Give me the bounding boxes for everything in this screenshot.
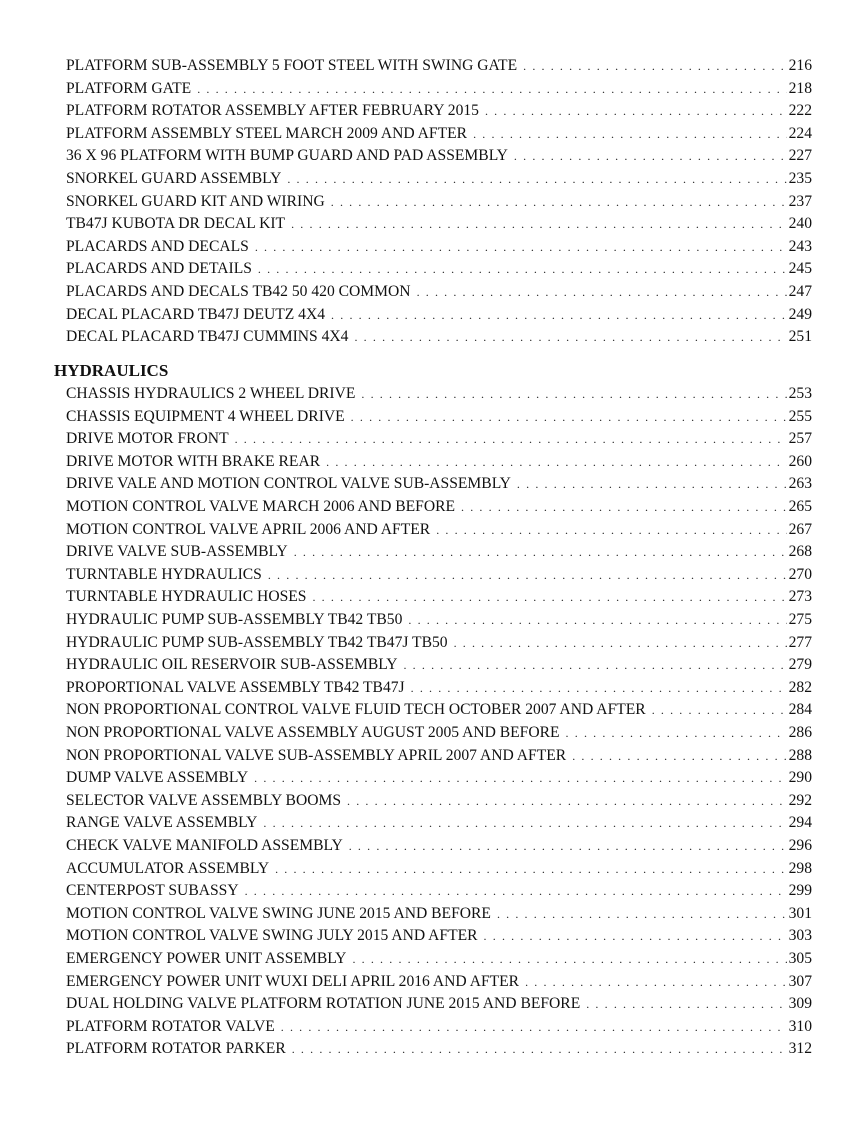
toc-entry-title: DECAL PLACARD TB47J DEUTZ 4X4 xyxy=(66,305,326,323)
toc-entry-page-number: 218 xyxy=(788,79,812,97)
toc-entry-title: HYDRAULIC OIL RESERVOIR SUB-ASSEMBLY xyxy=(66,656,398,674)
toc-entry-title: MOTION CONTROL VALVE MARCH 2006 AND BEFORE xyxy=(66,498,456,515)
toc-entry[interactable] xyxy=(66,101,812,121)
toc-entry[interactable] xyxy=(66,791,812,811)
dot-leader xyxy=(473,124,787,144)
toc-entry-title: PROPORTIONAL VALVE ASSEMBLY TB42 TB47J xyxy=(66,678,405,696)
toc-entry[interactable] xyxy=(66,813,812,833)
dot-leader xyxy=(497,904,787,924)
toc-entry-page-number: 273 xyxy=(788,588,812,606)
toc-entry-page-number: 305 xyxy=(788,950,812,967)
toc-entry-title: PLACARDS AND DETAILS xyxy=(66,260,252,278)
toc-entry[interactable] xyxy=(66,678,812,698)
toc-entry-title: RANGE VALVE ASSEMBLY xyxy=(66,814,258,832)
toc-entry-page-number: 222 xyxy=(788,102,812,120)
toc-entry-page-number: 292 xyxy=(788,791,812,809)
toc-entry[interactable] xyxy=(66,56,812,76)
dot-leader xyxy=(461,497,787,517)
toc-entry[interactable] xyxy=(66,655,812,675)
dot-leader xyxy=(454,633,787,653)
toc-entry[interactable] xyxy=(66,1017,812,1037)
toc-entry-page-number: 247 xyxy=(788,283,812,300)
dot-leader xyxy=(331,192,787,212)
toc-entry-page-number: 282 xyxy=(788,678,812,696)
toc-entry-title: SNORKEL GUARD KIT AND WIRING xyxy=(66,192,325,210)
toc-entry[interactable] xyxy=(66,124,812,144)
toc-entry-title: EMERGENCY POWER UNIT WUXI DELI APRIL 2016 AND AFTER xyxy=(66,972,520,990)
toc-entry[interactable] xyxy=(66,305,812,325)
dot-leader xyxy=(525,972,787,992)
dot-leader xyxy=(411,678,787,698)
dot-leader xyxy=(312,587,786,607)
dot-leader xyxy=(287,169,786,189)
dot-leader xyxy=(347,791,787,811)
toc-entry-title: MOTION CONTROL VALVE SWING JUNE 2015 AND BEFORE xyxy=(66,904,491,922)
dot-leader xyxy=(523,56,786,76)
toc-entry[interactable] xyxy=(66,859,812,879)
toc-entry-page-number: 235 xyxy=(788,170,812,187)
toc-entry-title: DUAL HOLDING VALVE PLATFORM ROTATION JUNE 2015 AND BEFORE xyxy=(66,995,581,1013)
toc-entry-title: DRIVE MOTOR WITH BRAKE REAR xyxy=(66,452,321,470)
dot-leader xyxy=(268,565,787,585)
dot-leader xyxy=(291,214,787,234)
toc-entry[interactable] xyxy=(66,282,812,302)
toc-entry-page-number: 296 xyxy=(788,837,812,854)
dot-leader xyxy=(484,926,787,946)
toc-entry-page-number: 227 xyxy=(788,147,812,165)
toc-entry[interactable] xyxy=(66,79,812,99)
dot-leader xyxy=(292,1039,787,1059)
dot-leader xyxy=(572,746,786,766)
dot-leader xyxy=(331,305,787,325)
toc-entry[interactable] xyxy=(66,587,812,607)
toc-entry[interactable] xyxy=(66,452,812,472)
dot-leader xyxy=(514,146,787,166)
toc-entry-page-number: 279 xyxy=(788,656,812,674)
toc-entry-page-number: 275 xyxy=(788,611,812,628)
dot-leader xyxy=(245,881,787,901)
dot-leader xyxy=(417,282,787,302)
toc-entry-title: DRIVE MOTOR FRONT xyxy=(66,430,229,448)
toc-entry-title: NON PROPORTIONAL VALVE SUB-ASSEMBLY APRIL 2007 AND AFTER xyxy=(66,746,567,764)
dot-leader xyxy=(255,237,787,257)
dot-leader xyxy=(485,101,787,121)
toc-entry-title: PLATFORM GATE xyxy=(66,79,192,97)
toc-entry-page-number: 257 xyxy=(788,430,812,448)
dot-leader xyxy=(294,542,787,562)
toc-entry-title: HYDRAULIC PUMP SUB-ASSEMBLY TB42 TB47J TB50 xyxy=(66,633,448,651)
toc-entry[interactable] xyxy=(66,1039,812,1059)
toc-entry-page-number: 251 xyxy=(788,328,812,346)
toc-entry-page-number: 307 xyxy=(788,972,812,990)
toc-entry[interactable] xyxy=(66,497,812,517)
toc-entry-page-number: 216 xyxy=(788,57,812,74)
toc-entry-page-number: 294 xyxy=(788,814,812,832)
toc-entry-page-number: 309 xyxy=(788,995,812,1013)
dot-leader xyxy=(351,407,787,427)
dot-leader xyxy=(361,384,786,404)
toc-entry-title: TURNTABLE HYDRAULICS xyxy=(66,565,262,583)
toc-entry-page-number: 263 xyxy=(788,475,812,493)
toc-entry-title: PLACARDS AND DECALS xyxy=(66,237,249,255)
toc-entry[interactable] xyxy=(66,520,812,540)
toc-entry[interactable] xyxy=(66,723,812,743)
toc-entry-page-number: 299 xyxy=(788,882,812,900)
toc-entry[interactable] xyxy=(66,146,812,166)
dot-leader xyxy=(263,813,786,833)
toc-entry-title: MOTION CONTROL VALVE SWING JULY 2015 AND AFTER xyxy=(66,927,478,945)
dot-leader xyxy=(235,429,787,449)
toc-entry-page-number: 301 xyxy=(788,904,812,922)
toc-entry[interactable] xyxy=(66,836,812,856)
toc-entry-title: TB47J KUBOTA DR DECAL KIT xyxy=(66,215,286,233)
toc-entry-title: DRIVE VALE AND MOTION CONTROL VALVE SUB-ASSEMBLY xyxy=(66,475,511,493)
toc-entry[interactable] xyxy=(66,237,812,257)
toc-entry-title: DRIVE VALVE SUB-ASSEMBLY xyxy=(66,543,288,561)
toc-entry-title: 36 X 96 PLATFORM WITH BUMP GUARD AND PAD ASSEMBLY xyxy=(66,147,508,165)
toc-entry[interactable] xyxy=(66,881,812,901)
toc-entry-title: CHECK VALVE MANIFOLD ASSEMBLY xyxy=(66,837,343,854)
toc-entry[interactable] xyxy=(66,746,812,766)
toc-entry-page-number: 255 xyxy=(788,407,812,425)
toc-entry-page-number: 284 xyxy=(788,701,812,719)
toc-entry-page-number: 249 xyxy=(788,305,812,323)
toc-entry-page-number: 290 xyxy=(788,769,812,787)
toc-entry-page-number: 260 xyxy=(788,452,812,470)
toc-entry-title: PLATFORM ROTATOR PARKER xyxy=(66,1040,286,1058)
toc-entry-title: DECAL PLACARD TB47J CUMMINS 4X4 xyxy=(66,328,349,346)
toc-entry-page-number: 288 xyxy=(788,746,812,764)
toc-entry-title: CHASSIS HYDRAULICS 2 WHEEL DRIVE xyxy=(66,385,356,402)
toc-entry-title: PLATFORM ROTATOR ASSEMBLY AFTER FEBRUARY 2015 xyxy=(66,102,479,120)
toc-entry[interactable] xyxy=(66,214,812,234)
dot-leader xyxy=(258,259,787,279)
toc-entry-title: ACCUMULATOR ASSEMBLY xyxy=(66,859,270,877)
toc-entry[interactable] xyxy=(66,259,812,279)
toc-entry-page-number: 286 xyxy=(788,724,812,741)
toc-entry-page-number: 253 xyxy=(788,385,812,402)
dot-leader xyxy=(652,700,787,720)
toc-entry[interactable] xyxy=(66,327,812,347)
toc-entry-page-number: 245 xyxy=(788,260,812,278)
toc-entry[interactable] xyxy=(66,407,812,427)
toc-entry[interactable] xyxy=(66,949,812,969)
section-heading-hydraulics: HYDRAULICS xyxy=(54,361,169,380)
toc-entry-title: NON PROPORTIONAL VALVE ASSEMBLY AUGUST 2005 AND BEFORE xyxy=(66,724,560,741)
dot-leader xyxy=(326,452,786,472)
toc-entry-title: EMERGENCY POWER UNIT ASSEMBLY xyxy=(66,950,347,967)
dot-leader xyxy=(352,949,786,969)
toc-entry-title: SELECTOR VALVE ASSEMBLY BOOMS xyxy=(66,791,342,809)
toc-entry-title: PLATFORM ASSEMBLY STEEL MARCH 2009 AND AFTER xyxy=(66,124,468,142)
dot-leader xyxy=(281,1017,787,1037)
dot-leader xyxy=(354,327,786,347)
toc-entry-page-number: 243 xyxy=(788,237,812,255)
toc-entry-page-number: 268 xyxy=(788,543,812,561)
toc-entry-page-number: 237 xyxy=(788,192,812,210)
dot-leader xyxy=(275,859,787,879)
toc-entry[interactable] xyxy=(66,633,812,653)
toc-entry-title: PLATFORM ROTATOR VALVE xyxy=(66,1017,275,1035)
toc-entry[interactable] xyxy=(66,972,812,992)
toc-entry-page-number: 298 xyxy=(788,859,812,877)
toc-entry-page-number: 267 xyxy=(788,520,812,538)
dot-leader xyxy=(408,610,786,630)
toc-entry[interactable] xyxy=(66,384,812,404)
dot-leader xyxy=(349,836,787,856)
toc-entry-page-number: 303 xyxy=(788,927,812,945)
toc-entry[interactable] xyxy=(66,565,812,585)
toc-entry-page-number: 265 xyxy=(788,498,812,515)
toc-entry-title: CHASSIS EQUIPMENT 4 WHEEL DRIVE xyxy=(66,407,345,425)
toc-entry-page-number: 277 xyxy=(788,633,812,651)
toc-entry-page-number: 312 xyxy=(788,1040,812,1058)
toc-entry-title: HYDRAULIC PUMP SUB-ASSEMBLY TB42 TB50 xyxy=(66,611,403,628)
toc-entry[interactable] xyxy=(66,192,812,212)
toc-entry-page-number: 224 xyxy=(788,124,812,142)
toc-entry-title: PLACARDS AND DECALS TB42 50 420 COMMON xyxy=(66,283,411,300)
toc-entry-title: TURNTABLE HYDRAULIC HOSES xyxy=(66,588,307,606)
toc-entry[interactable] xyxy=(66,474,812,494)
toc-entry-title: DUMP VALVE ASSEMBLY xyxy=(66,769,249,787)
toc-entry-title: NON PROPORTIONAL CONTROL VALVE FLUID TECH OCTOBER 2007 AND AFTER xyxy=(66,701,646,719)
toc-entry-page-number: 240 xyxy=(788,215,812,233)
toc-entry-title: PLATFORM SUB-ASSEMBLY 5 FOOT STEEL WITH SWING GATE xyxy=(66,57,518,74)
toc-entry[interactable] xyxy=(66,542,812,562)
toc-entry[interactable] xyxy=(66,169,812,189)
toc-entry-title: SNORKEL GUARD ASSEMBLY xyxy=(66,170,282,187)
toc-entry-title: CENTERPOST SUBASSY xyxy=(66,882,239,900)
toc-entry[interactable] xyxy=(66,700,812,720)
toc-entry-title: MOTION CONTROL VALVE APRIL 2006 AND AFTER xyxy=(66,520,431,538)
dot-leader xyxy=(517,474,787,494)
dot-leader xyxy=(586,994,786,1014)
dot-leader xyxy=(197,79,786,99)
toc-entry[interactable] xyxy=(66,904,812,924)
toc-entry[interactable] xyxy=(66,768,812,788)
dot-leader xyxy=(254,768,786,788)
toc-entry[interactable] xyxy=(66,429,812,449)
dot-leader xyxy=(403,655,786,675)
toc-entry[interactable] xyxy=(66,610,812,630)
dot-leader xyxy=(566,723,787,743)
toc-entry[interactable] xyxy=(66,926,812,946)
dot-leader xyxy=(436,520,786,540)
toc-entry[interactable] xyxy=(66,994,812,1014)
toc-entry-page-number: 270 xyxy=(788,565,812,583)
toc-entry-page-number: 310 xyxy=(788,1017,812,1035)
